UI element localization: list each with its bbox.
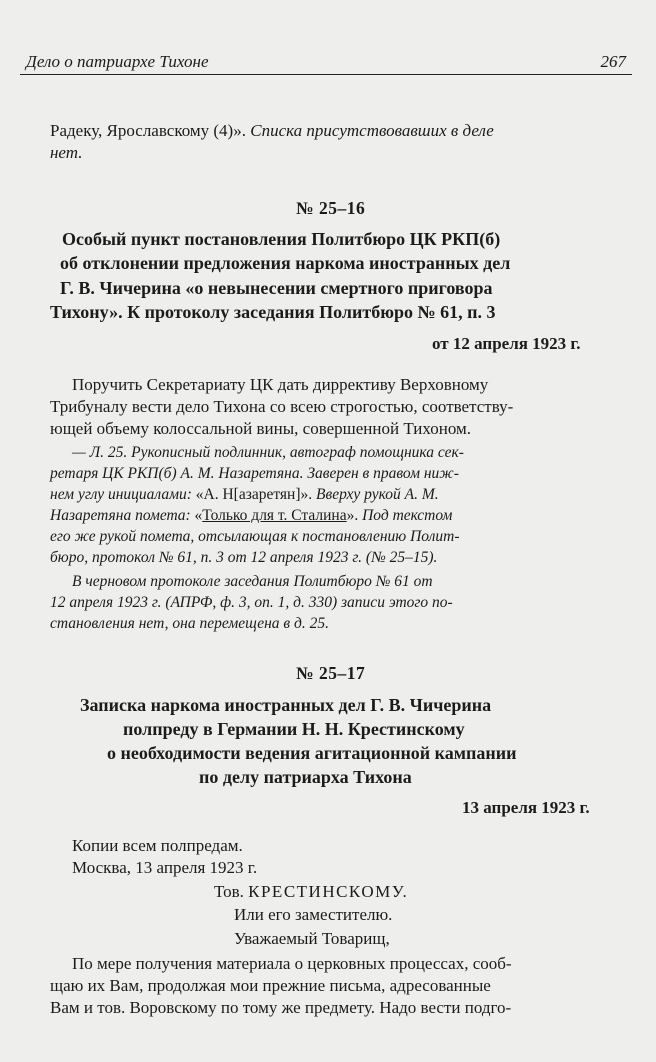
underlined-fragment: Только для т. Сталина <box>202 507 347 524</box>
body-line: Или его заместителю. <box>234 905 393 924</box>
body-line: щаю их Вам, продолжая мои прежние письма, адресованные <box>50 976 491 995</box>
document-title-line: Записка наркома иностранных дел Г. В. Чичерина <box>80 695 492 715</box>
document-title-line: полпреду в Германии Н. Н. Крестинскому <box>123 719 465 739</box>
italic-fragment: Назаретяна пометa: <box>50 507 191 524</box>
text-fragment: « <box>194 507 203 524</box>
body-line: Вам и тов. Воровскому по тому же предмету. Надо вести подго- <box>50 998 512 1017</box>
running-header <box>20 46 632 75</box>
document-title-line: Особый пункт постановления Политбюро ЦК РКП(б) <box>62 229 501 249</box>
italic-fragment: нем углу инициалами: <box>50 486 192 503</box>
body-line: ющей объему колоссальной вины, совершенной Тихоном. <box>50 419 472 438</box>
document-number: № 25–16 <box>296 198 366 218</box>
running-header-title: Дело о патриархе Тихоне <box>26 52 209 71</box>
text-fragment: ». <box>346 507 359 524</box>
document-date: от 12 апреля 1923 г. <box>432 334 581 353</box>
text-fragment: Тов. <box>214 882 244 901</box>
document-title-line: Г. В. Чичерина «о невынесении смертного приговора <box>60 278 493 298</box>
text-fragment: Радеку, Ярославскому (4)». <box>50 121 246 140</box>
text-fragment: «А. Н[азаретян]». <box>195 486 313 503</box>
italic-fragment: Списка присутствовавших в деле <box>250 121 494 140</box>
body-line: Копии всем полпредам. <box>72 836 243 855</box>
body-line: Поручить Секретариату ЦК дать диррективу Верховному <box>72 375 489 394</box>
page-number: 267 <box>600 52 626 71</box>
body-line: По мере получения материала о церковных процессах, сооб- <box>72 954 512 973</box>
body-line <box>50 120 494 142</box>
archive-note-line: 12 апреля 1923 г. (АПРФ, ф. 3, оп. 1, д. 330) записи этого по- <box>50 594 453 611</box>
document-title-line: Тихону». К протоколу заседания Политбюро № 61, п. 3 <box>50 302 496 322</box>
archive-note-line: В черновом протоколе заседания Политбюро № 61 от <box>72 573 433 590</box>
body-line: Москва, 13 апреля 1923 г. <box>72 858 258 877</box>
archive-note-line: — Л. 25. Рукописный подлинник, автограф помощника сек- <box>72 444 464 461</box>
archive-note-line: ретаря ЦК РКП(б) А. М. Назаретяна. Заверен в правом ниж- <box>50 465 459 482</box>
italic-fragment: Вверху рукой А. М. <box>316 486 439 503</box>
archive-note-line: становления нет, она перемещена в д. 25. <box>50 615 329 632</box>
salutation: Уважаемый Товарищ, <box>234 929 390 948</box>
body-line: нет. <box>50 143 83 162</box>
italic-fragment: Под текстом <box>362 507 453 524</box>
archive-note-line <box>50 505 452 527</box>
document-number: № 25–17 <box>296 663 366 683</box>
archive-note-line: его же рукой пометa, отсылающая к постановлению Полит- <box>50 528 460 545</box>
addressee-line <box>214 881 408 903</box>
document-date: 13 апреля 1923 г. <box>462 798 590 817</box>
document-title-line: по делу патриарха Тихона <box>199 767 412 787</box>
document-title-line: о необходимости ведения агитационной кампании <box>107 743 517 763</box>
archive-note-line <box>50 484 439 506</box>
archive-note-line: бюро, протокол № 61, п. 3 от 12 апреля 1923 г. (№ 25–15). <box>50 549 438 566</box>
addressee-name: КРЕСТИНСКОМУ. <box>248 882 409 901</box>
document-title-line: об отклонении предложения наркома иностранных дел <box>60 253 511 273</box>
body-line: Трибуналу вести дело Тихона со всею строгостью, соответству- <box>50 397 514 416</box>
